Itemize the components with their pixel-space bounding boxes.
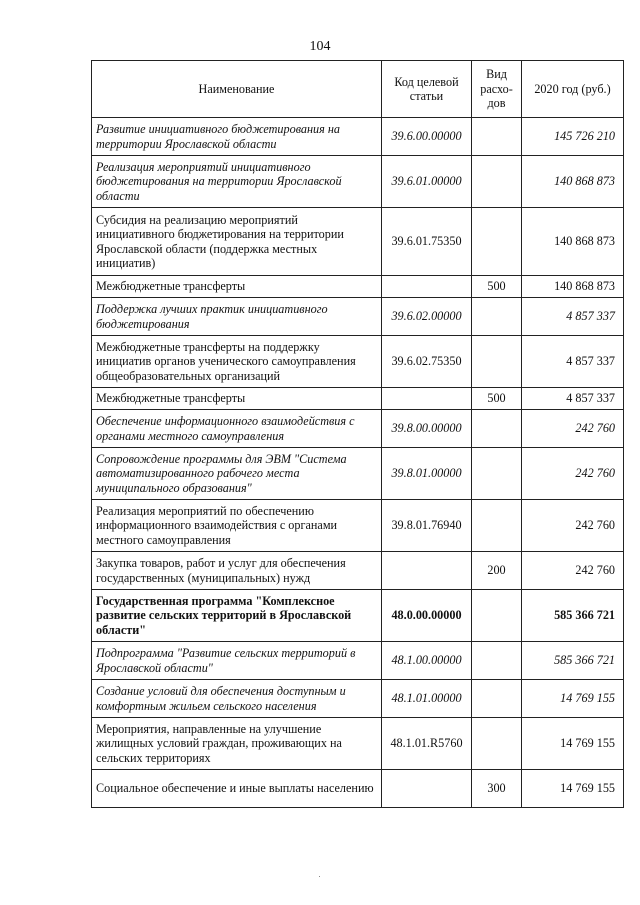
row-code: 39.6.02.00000 xyxy=(382,298,472,336)
header-name: Наименование xyxy=(92,61,382,118)
row-kind: 200 xyxy=(472,552,522,590)
row-code: 39.6.01.75350 xyxy=(382,208,472,276)
row-amount: 140 868 873 xyxy=(522,276,624,298)
table-row xyxy=(92,642,624,680)
row-amount: 242 760 xyxy=(522,500,624,552)
row-kind xyxy=(472,208,522,276)
row-amount: 140 868 873 xyxy=(522,208,624,276)
row-amount: 140 868 873 xyxy=(522,156,624,208)
table-row xyxy=(92,448,624,500)
row-amount: 4 857 337 xyxy=(522,298,624,336)
row-kind xyxy=(472,298,522,336)
table-row xyxy=(92,298,624,336)
row-code: 39.6.00.00000 xyxy=(382,118,472,156)
budget-table xyxy=(91,60,624,808)
row-amount: 14 769 155 xyxy=(522,680,624,718)
row-amount: 242 760 xyxy=(522,448,624,500)
row-name: Подпрограмма "Развитие сельских территорий в Ярославской области" xyxy=(92,642,382,680)
table-row xyxy=(92,552,624,590)
table-row xyxy=(92,770,624,808)
row-amount: 242 760 xyxy=(522,410,624,448)
row-amount: 242 760 xyxy=(522,552,624,590)
row-kind xyxy=(472,336,522,388)
row-name: Государственная программа "Комплексное развитие сельских территорий в Ярославской области" xyxy=(92,590,382,642)
row-code: 48.0.00.00000 xyxy=(382,590,472,642)
row-code: 48.1.01.R5760 xyxy=(382,718,472,770)
table-row xyxy=(92,388,624,410)
row-name: Социальное обеспечение и иные выплаты населению xyxy=(92,770,382,808)
row-kind xyxy=(472,118,522,156)
row-amount: 14 769 155 xyxy=(522,718,624,770)
page-number: 104 xyxy=(309,39,331,54)
header-kind: Вид расхо-дов xyxy=(472,61,522,118)
row-amount: 4 857 337 xyxy=(522,336,624,388)
table-row xyxy=(92,718,624,770)
row-name: Обеспечение информационного взаимодействия с органами местного самоуправления xyxy=(92,410,382,448)
table-row xyxy=(92,276,624,298)
row-kind xyxy=(472,156,522,208)
row-name: Закупка товаров, работ и услуг для обеспечения государственных (муниципальных) нужд xyxy=(92,552,382,590)
row-kind xyxy=(472,590,522,642)
row-code: 39.6.02.75350 xyxy=(382,336,472,388)
row-code: 39.6.01.00000 xyxy=(382,156,472,208)
row-kind xyxy=(472,642,522,680)
row-name: Реализация мероприятий инициативного бюджетирования на территории Ярославской области xyxy=(92,156,382,208)
row-code: 39.8.00.00000 xyxy=(382,410,472,448)
row-name: Мероприятия, направленные на улучшение жилищных условий граждан, проживающих на сельских территориях xyxy=(92,718,382,770)
row-kind xyxy=(472,718,522,770)
row-amount: 145 726 210 xyxy=(522,118,624,156)
row-code: 48.1.00.00000 xyxy=(382,642,472,680)
row-kind xyxy=(472,680,522,718)
header-amount: 2020 год (руб.) xyxy=(522,61,624,118)
table-header-row xyxy=(92,61,624,118)
row-code xyxy=(382,388,472,410)
row-name: Межбюджетные трансферты xyxy=(92,276,382,298)
row-name: Поддержка лучших практик инициативного бюджетирования xyxy=(92,298,382,336)
row-code: 39.8.01.00000 xyxy=(382,448,472,500)
row-name: Развитие инициативного бюджетирования на территории Ярославской области xyxy=(92,118,382,156)
row-amount: 585 366 721 xyxy=(522,642,624,680)
row-code: 48.1.01.00000 xyxy=(382,680,472,718)
row-kind xyxy=(472,448,522,500)
row-code xyxy=(382,276,472,298)
table-row xyxy=(92,118,624,156)
table-row xyxy=(92,590,624,642)
header-code: Код целевой статьи xyxy=(382,61,472,118)
table-row xyxy=(92,410,624,448)
row-amount: 4 857 337 xyxy=(522,388,624,410)
table-row xyxy=(92,500,624,552)
scan-mark xyxy=(319,876,320,877)
row-kind: 500 xyxy=(472,388,522,410)
row-name: Реализация мероприятий по обеспечению информационного взаимодействия с органами местного самоуправления xyxy=(92,500,382,552)
row-kind xyxy=(472,500,522,552)
table-row xyxy=(92,680,624,718)
row-name: Сопровождение программы для ЭВМ "Система автоматизированного рабочего места муниципального образования" xyxy=(92,448,382,500)
table-row xyxy=(92,208,624,276)
row-amount: 14 769 155 xyxy=(522,770,624,808)
row-name: Межбюджетные трансферты xyxy=(92,388,382,410)
row-name: Межбюджетные трансферты на поддержку инициатив органов ученического самоуправления общеобразовательных организаций xyxy=(92,336,382,388)
row-name: Субсидия на реализацию мероприятий инициативного бюджетирования на территории Ярославской области (поддержка местных инициатив) xyxy=(92,208,382,276)
row-kind: 300 xyxy=(472,770,522,808)
table-row xyxy=(92,336,624,388)
row-amount: 585 366 721 xyxy=(522,590,624,642)
row-kind xyxy=(472,410,522,448)
table-body xyxy=(92,118,624,808)
table-row xyxy=(92,156,624,208)
row-code: 39.8.01.76940 xyxy=(382,500,472,552)
row-name: Создание условий для обеспечения доступным и комфортным жильем сельского населения xyxy=(92,680,382,718)
row-code xyxy=(382,770,472,808)
row-code xyxy=(382,552,472,590)
row-kind: 500 xyxy=(472,276,522,298)
